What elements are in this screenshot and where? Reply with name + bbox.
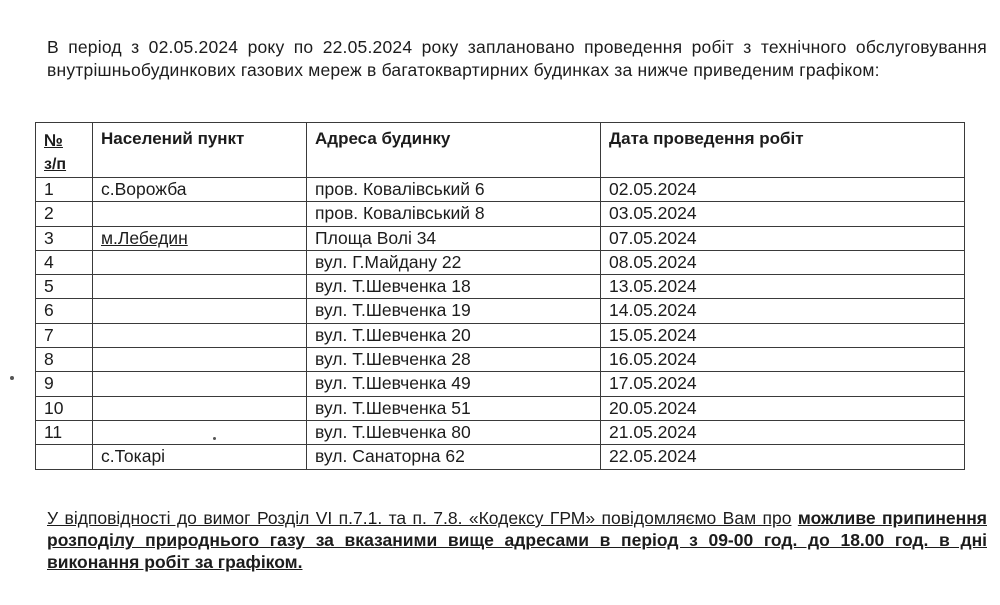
row-place [93,445,307,469]
row-address: вул. Т.Шевченка 49 [307,372,601,396]
row-place [93,226,307,250]
row-date: 17.05.2024 [601,372,965,396]
row-date: 08.05.2024 [601,250,965,274]
row-date: 02.05.2024 [601,178,965,202]
header-address: Адреса будинку [307,123,601,178]
row-date: 16.05.2024 [601,348,965,372]
row-place [93,323,307,347]
row-number: 1 [36,178,93,202]
row-number: 5 [36,275,93,299]
row-date: 15.05.2024 [601,323,965,347]
row-number: 11 [36,420,93,444]
table-row [36,226,965,250]
row-address: Площа Волі 34 [307,226,601,250]
header-number-abbrev: з/п [44,156,67,173]
row-number: 7 [36,323,93,347]
footer-bold-warning: можливе припинення розподілу природнього газу за вказаними вище адресами в період з 09-00 год. до 18.00 год. в дні виконання робіт за графіком. [47,508,987,572]
table-header-row [36,123,965,178]
row-address: пров. Ковалівський 6 [307,178,601,202]
table-row [36,420,965,444]
row-number: 8 [36,348,93,372]
place-name: с.Токарі [101,446,166,467]
row-place [93,202,307,226]
row-date: 03.05.2024 [601,202,965,226]
place-name: м.Лебедин [101,227,188,248]
row-place [93,420,307,444]
row-address: вул. Т.Шевченка 80 [307,420,601,444]
row-address: вул. Санаторна 62 [307,445,601,469]
row-date: 21.05.2024 [601,420,965,444]
header-number [36,123,93,178]
table-row [36,396,965,420]
row-number: 10 [36,396,93,420]
row-date: 13.05.2024 [601,275,965,299]
header-date: Дата проведення робіт [601,123,965,178]
table-row [36,250,965,274]
schedule-table [35,122,965,470]
row-address: вул. Т.Шевченка 19 [307,299,601,323]
table-row [36,275,965,299]
row-place [93,178,307,202]
table-row [36,445,965,469]
table-row [36,323,965,347]
row-date: 14.05.2024 [601,299,965,323]
row-place [93,348,307,372]
row-address: вул. Т.Шевченка 20 [307,323,601,347]
row-address: вул. Т.Шевченка 28 [307,348,601,372]
header-number-sign: № [44,131,63,150]
table-row [36,372,965,396]
row-place [93,250,307,274]
row-number [36,445,93,469]
table-row [36,178,965,202]
row-place [93,396,307,420]
scan-speck [213,437,216,440]
footer-notice [47,507,987,573]
header-place: Населений пункт [93,123,307,178]
row-number: 3 [36,226,93,250]
row-address: пров. Ковалівський 8 [307,202,601,226]
row-address: вул. Г.Майдану 22 [307,250,601,274]
row-address: вул. Т.Шевченка 18 [307,275,601,299]
table-row [36,202,965,226]
footer-lead: У відповідності до вимог Розділ VI п.7.1. та п. 7.8. «Кодексу ГРМ» повідомляємо Вам про [47,508,792,528]
row-number: 2 [36,202,93,226]
scan-speck [10,376,14,380]
row-date: 22.05.2024 [601,445,965,469]
row-number: 9 [36,372,93,396]
table-row [36,348,965,372]
table-row [36,299,965,323]
row-date: 07.05.2024 [601,226,965,250]
row-place [93,372,307,396]
place-name: с.Ворожба [101,179,187,199]
row-place [93,299,307,323]
row-address: вул. Т.Шевченка 51 [307,396,601,420]
row-date: 20.05.2024 [601,396,965,420]
row-place [93,275,307,299]
intro-paragraph: В період з 02.05.2024 року по 22.05.2024 року заплановано проведення робіт з технічного обслуговування внутрішньобудинкових газових мереж в багатоквартирних будинках за нижче приведеним графіком: [47,37,987,80]
row-number: 4 [36,250,93,274]
row-number: 6 [36,299,93,323]
